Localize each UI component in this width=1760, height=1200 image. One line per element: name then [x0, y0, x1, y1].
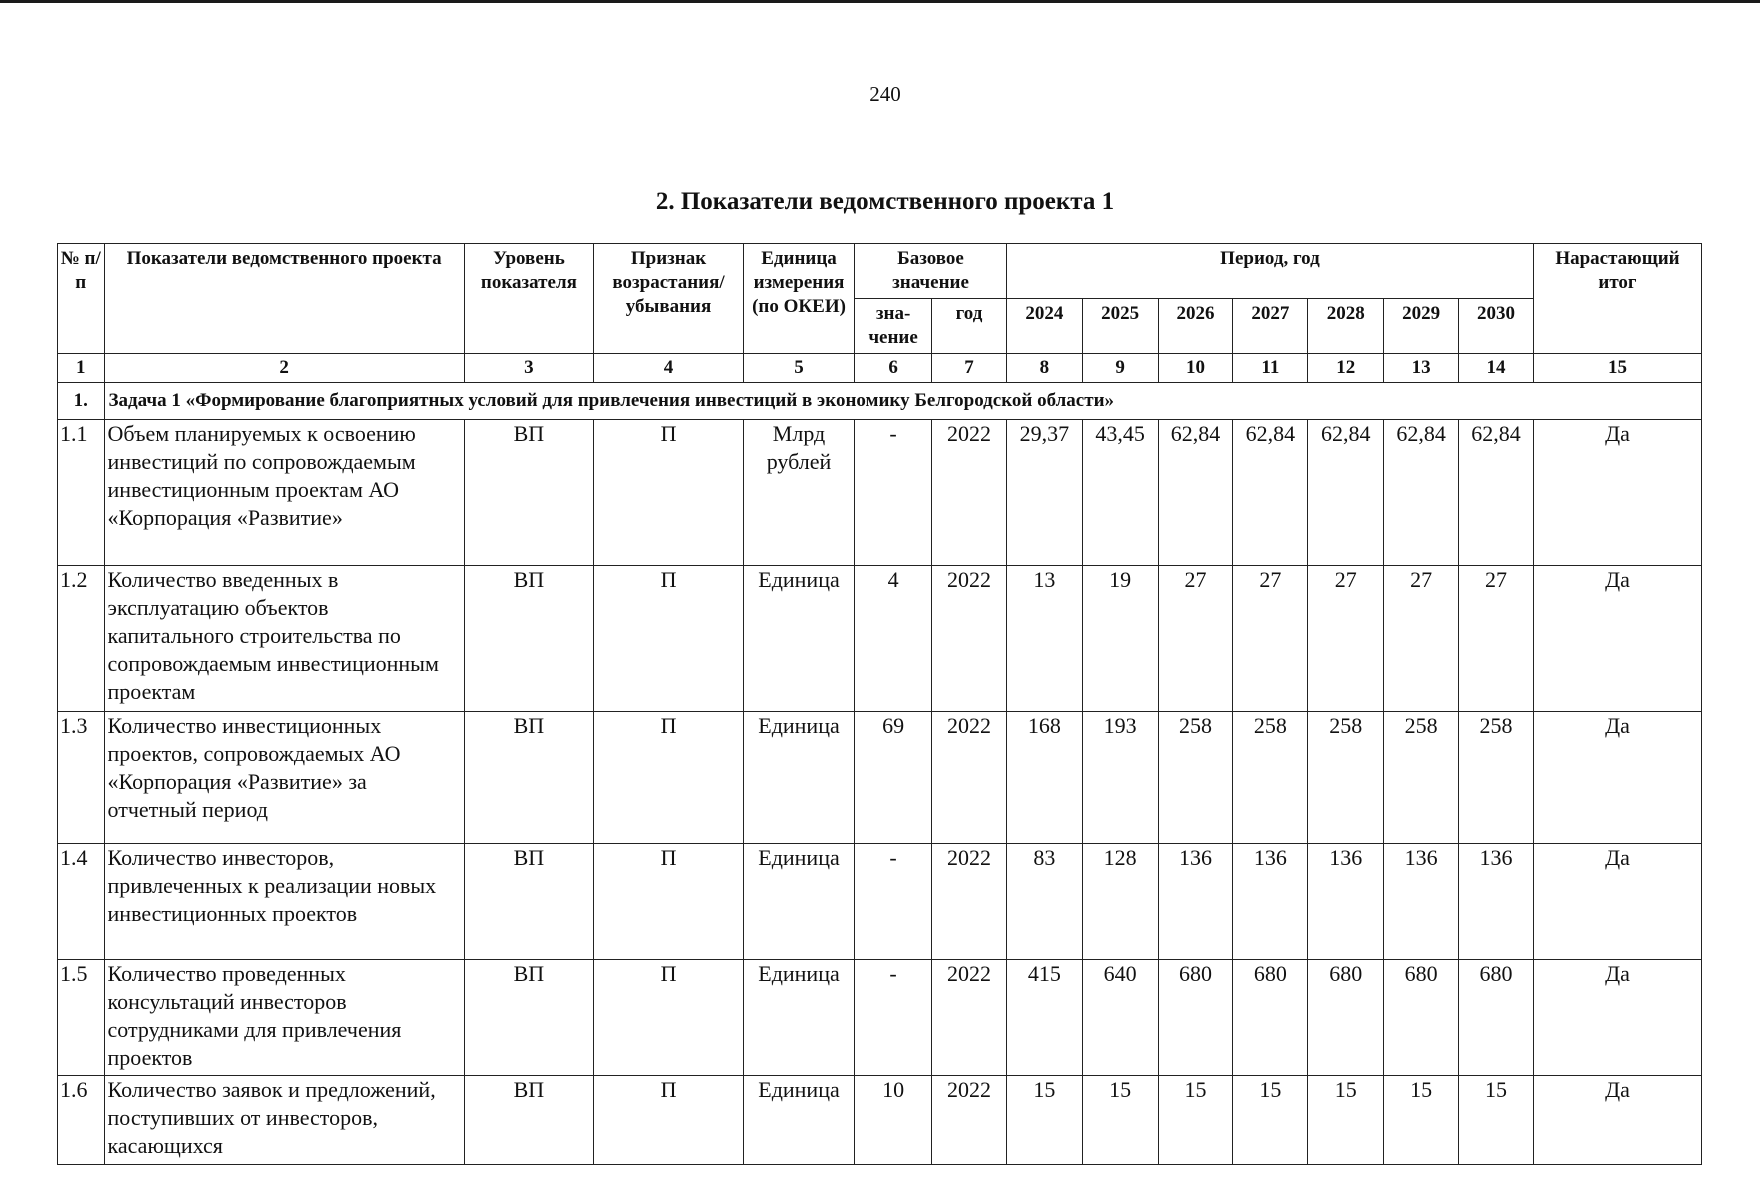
year-value: 15: [1384, 1076, 1459, 1165]
indicator-unit: Млрд рублей: [743, 420, 854, 566]
header-base-year: год: [932, 299, 1007, 354]
header-base: Базовое значение: [855, 244, 1007, 299]
year-value: 27: [1233, 566, 1308, 712]
header-indicator: Показатели ведомственного проекта: [104, 244, 464, 354]
base-year: 2022: [932, 960, 1007, 1076]
year-value: 136: [1158, 844, 1233, 960]
year-value: 193: [1082, 712, 1158, 844]
year-value: 640: [1082, 960, 1158, 1076]
indicator-sign: П: [594, 1076, 744, 1165]
column-number: 6: [855, 354, 932, 383]
year-value: 62,84: [1158, 420, 1233, 566]
document-title: 2. Показатели ведомственного проекта 1: [655, 188, 1115, 215]
cumulative-value: Да: [1533, 844, 1701, 960]
page-number: 240: [869, 82, 901, 106]
column-numbers-row: [58, 354, 1702, 383]
year-value: 680: [1384, 960, 1459, 1076]
column-number: 11: [1233, 354, 1308, 383]
indicator-sign: П: [594, 420, 744, 566]
header-num: № п/п: [58, 244, 105, 354]
base-value: -: [855, 960, 932, 1076]
indicator-sign: П: [594, 566, 744, 712]
cumulative-value: Да: [1533, 712, 1701, 844]
year-value: 19: [1082, 566, 1158, 712]
header-period: Период, год: [1006, 244, 1533, 299]
indicator-level: ВП: [464, 566, 593, 712]
year-value: 168: [1006, 712, 1082, 844]
header-year: 2024: [1006, 299, 1082, 354]
year-value: 83: [1006, 844, 1082, 960]
year-value: 258: [1233, 712, 1308, 844]
header-year: 2027: [1233, 299, 1308, 354]
row-number: 1.2: [58, 566, 105, 712]
year-value: 15: [1233, 1076, 1308, 1165]
year-value: 258: [1308, 712, 1384, 844]
indicator-sign: П: [594, 844, 744, 960]
year-value: 62,84: [1384, 420, 1459, 566]
year-value: 136: [1233, 844, 1308, 960]
year-value: 258: [1459, 712, 1534, 844]
row-number: 1.3: [58, 712, 105, 844]
header-year: 2028: [1308, 299, 1384, 354]
indicator-name: Количество инвесторов, привлеченных к реализации новых инвестиционных проектов: [104, 844, 464, 960]
cumulative-value: Да: [1533, 420, 1701, 566]
indicator-name: Объем планируемых к освоению инвестиций по сопровождаемым инвестиционным проектам АО «Корпорация «Развитие»: [104, 420, 464, 566]
base-year: 2022: [932, 420, 1007, 566]
header-cumulative: Нарастающий итог: [1533, 244, 1701, 354]
column-number: 4: [594, 354, 744, 383]
year-value: 680: [1459, 960, 1534, 1076]
year-value: 27: [1308, 566, 1384, 712]
year-value: 43,45: [1082, 420, 1158, 566]
base-value: -: [855, 420, 932, 566]
indicator-sign: П: [594, 960, 744, 1076]
indicator-unit: Единица: [743, 566, 854, 712]
year-value: 258: [1158, 712, 1233, 844]
base-value: 4: [855, 566, 932, 712]
column-number: 12: [1308, 354, 1384, 383]
year-value: 62,84: [1308, 420, 1384, 566]
indicator-name: Количество введенных в эксплуатацию объектов капитального строительства по сопровождаемым инвестиционным проектам: [104, 566, 464, 712]
base-value: 69: [855, 712, 932, 844]
column-number: 13: [1384, 354, 1459, 383]
indicator-name: Количество проведенных консультаций инвесторов сотрудниками для привлечения проектов: [104, 960, 464, 1076]
base-year: 2022: [932, 844, 1007, 960]
indicator-unit: Единица: [743, 712, 854, 844]
table-row: [58, 844, 1702, 960]
year-value: 15: [1459, 1076, 1534, 1165]
indicator-unit: Единица: [743, 844, 854, 960]
year-value: 680: [1233, 960, 1308, 1076]
column-number: 3: [464, 354, 593, 383]
column-number: 14: [1459, 354, 1534, 383]
table-row: [58, 712, 1702, 844]
table-row: [58, 420, 1702, 566]
base-value: 10: [855, 1076, 932, 1165]
indicator-level: ВП: [464, 960, 593, 1076]
year-value: 128: [1082, 844, 1158, 960]
indicator-sign: П: [594, 712, 744, 844]
header-year: 2029: [1384, 299, 1459, 354]
year-value: 415: [1006, 960, 1082, 1076]
year-value: 15: [1006, 1076, 1082, 1165]
cumulative-value: Да: [1533, 566, 1701, 712]
row-number: 1.4: [58, 844, 105, 960]
column-number: 9: [1082, 354, 1158, 383]
year-value: 15: [1082, 1076, 1158, 1165]
year-value: 62,84: [1233, 420, 1308, 566]
year-value: 29,37: [1006, 420, 1082, 566]
header-sign: Признак возрастания/ убывания: [594, 244, 744, 354]
base-year: 2022: [932, 1076, 1007, 1165]
year-value: 27: [1384, 566, 1459, 712]
header-level: Уровень показателя: [464, 244, 593, 354]
year-value: 27: [1158, 566, 1233, 712]
header-unit: Единица измерения (по ОКЕИ): [743, 244, 854, 354]
year-value: 136: [1459, 844, 1534, 960]
year-value: 136: [1384, 844, 1459, 960]
top-rule: [0, 0, 1760, 3]
header-year: 2030: [1459, 299, 1534, 354]
cumulative-value: Да: [1533, 960, 1701, 1076]
column-number: 15: [1533, 354, 1701, 383]
column-number: 1: [58, 354, 105, 383]
row-number: 1.1: [58, 420, 105, 566]
task-number: 1.: [58, 383, 105, 420]
indicator-name: Количество инвестиционных проектов, сопровождаемых АО «Корпорация «Развитие» за отчетный период: [104, 712, 464, 844]
column-number: 8: [1006, 354, 1082, 383]
column-number: 10: [1158, 354, 1233, 383]
header-base-value: зна-чение: [855, 299, 932, 354]
base-value: -: [855, 844, 932, 960]
indicator-level: ВП: [464, 712, 593, 844]
indicators-table: [57, 243, 1702, 1165]
table-row: [58, 1076, 1702, 1165]
task-text: Задача 1 «Формирование благоприятных условий для привлечения инвестиций в экономику Белгородской области»: [104, 383, 1701, 420]
year-value: 27: [1459, 566, 1534, 712]
table-row: [58, 566, 1702, 712]
header-year: 2025: [1082, 299, 1158, 354]
year-value: 13: [1006, 566, 1082, 712]
task-row: [58, 383, 1702, 420]
indicator-unit: Единица: [743, 960, 854, 1076]
column-number: 5: [743, 354, 854, 383]
year-value: 680: [1158, 960, 1233, 1076]
indicator-level: ВП: [464, 1076, 593, 1165]
year-value: 15: [1308, 1076, 1384, 1165]
cumulative-value: Да: [1533, 1076, 1701, 1165]
indicator-level: ВП: [464, 420, 593, 566]
column-number: 2: [104, 354, 464, 383]
year-value: 62,84: [1459, 420, 1534, 566]
indicator-unit: Единица: [743, 1076, 854, 1165]
header-year: 2026: [1158, 299, 1233, 354]
indicator-name: Количество заявок и предложений, поступивших от инвесторов, касающихся: [104, 1076, 464, 1165]
column-number: 7: [932, 354, 1007, 383]
indicator-level: ВП: [464, 844, 593, 960]
year-value: 136: [1308, 844, 1384, 960]
row-number: 1.5: [58, 960, 105, 1076]
table-row: [58, 960, 1702, 1076]
year-value: 258: [1384, 712, 1459, 844]
year-value: 15: [1158, 1076, 1233, 1165]
base-year: 2022: [932, 566, 1007, 712]
base-year: 2022: [932, 712, 1007, 844]
year-value: 680: [1308, 960, 1384, 1076]
row-number: 1.6: [58, 1076, 105, 1165]
